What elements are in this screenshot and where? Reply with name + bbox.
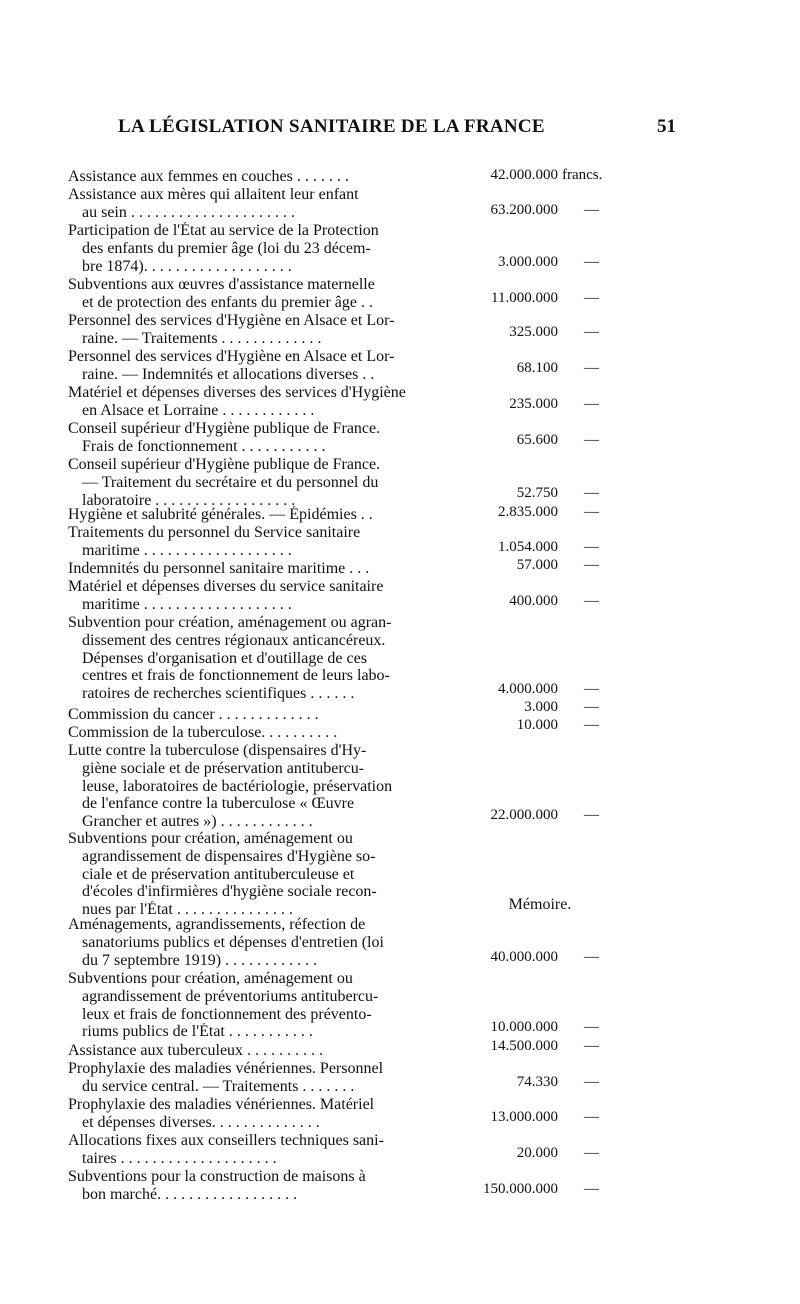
entry-description — [68, 506, 454, 524]
entry-description — [68, 830, 454, 919]
entry-amount: 235.000 — [509, 396, 558, 412]
ditto-mark: — — [584, 1074, 599, 1090]
entry-line: sanatoriums publics et dépenses d'entretien (loi — [82, 933, 384, 951]
entry-amount: 10.000.000 — [490, 1019, 558, 1035]
ditto-mark: — — [584, 504, 599, 520]
entry-amount: 150.000.000 — [483, 1181, 558, 1197]
entry-line: Allocations fixes aux conseillers techniques sani- — [68, 1132, 384, 1149]
entry-line: centres et frais de fonctionnement de leurs labo- — [82, 667, 390, 685]
ditto-mark: — — [584, 557, 599, 573]
entry-line: agrandissement de préventoriums antitubercu- — [82, 987, 379, 1005]
entry-line: Subventions pour la construction de maisons à — [68, 1168, 366, 1185]
entry-line: Prophylaxie des maladies vénériennes. Matériel — [68, 1096, 375, 1113]
entry-line: bon marché. . . . . . . . . . . . . . . . . . — [82, 1185, 298, 1203]
entry-line: ciale et de préservation antituberculeuse et — [82, 865, 355, 883]
entry-line: agrandissement de dispensaires d'Hygiène so- — [82, 847, 376, 865]
entry-amount: 2.835.000 — [498, 504, 558, 520]
entry-line: dissement des centres régionaux anticancéreux. — [82, 631, 386, 649]
ditto-mark: — — [584, 254, 599, 270]
entry-line: ratoires de recherches scientifiques . . . . . . — [82, 685, 355, 703]
entry-amount: 42.000.000 — [490, 167, 558, 183]
ditto-mark: — — [584, 807, 599, 823]
entry-amount: 20.000 — [516, 1145, 558, 1161]
entry-line: nues par l'État . . . . . . . . . . . . . . . — [82, 901, 293, 919]
ditto-mark: — — [584, 539, 599, 555]
entry-description — [68, 456, 454, 509]
entry-description — [68, 524, 454, 560]
entry-amount: 10.000 — [516, 717, 558, 733]
ditto-mark: — — [584, 396, 599, 412]
entry-line: Matériel et dépenses diverses des services d'Hygiène — [68, 384, 406, 401]
entry-line: laboratoire . . . . . . . . . . . . . . . . . . — [82, 491, 296, 509]
entry-line: Indemnités du personnel sanitaire maritime . . . — [68, 560, 370, 577]
entry-line: des enfants du premier âge (loi du 23 décem- — [82, 239, 371, 257]
entry-amount: 63.200.000 — [490, 202, 558, 218]
ditto-mark: — — [584, 1181, 599, 1197]
entry-amount: Mémoire. — [508, 896, 572, 913]
entry-amount: 4.000.000 — [498, 681, 558, 697]
entry-line: maritime . . . . . . . . . . . . . . . . . . . — [82, 541, 292, 559]
entry-line: raine. — Indemnités et allocations diverses . . — [82, 365, 375, 383]
entry-amount: 52.750 — [516, 485, 558, 501]
entry-line: Grancher et autres ») . . . . . . . . . . . . — [82, 813, 313, 831]
ditto-mark: — — [584, 324, 599, 340]
entry-line: Personnel des services d'Hygiène en Alsace et Lor- — [68, 348, 395, 365]
entry-description — [68, 276, 454, 312]
entry-description — [68, 706, 454, 724]
entry-line: Assistance aux femmes en couches . . . . . . . — [68, 168, 349, 185]
ditto-mark: — — [584, 1019, 599, 1035]
entry-line: Aménagements, agrandissements, réfection de — [68, 916, 366, 933]
entry-line: Commission du cancer . . . . . . . . . . . . . — [68, 706, 319, 723]
entry-line: giène sociale et de préservation antitubercu- — [82, 759, 365, 777]
entry-line: du 7 septembre 1919) . . . . . . . . . . . . — [82, 951, 318, 969]
entry-line: Subventions pour création, aménagement ou — [68, 970, 353, 987]
entry-line: Conseil supérieur d'Hygiène publique de France. — [68, 420, 381, 437]
entry-description — [68, 1096, 454, 1132]
currency-unit: francs. — [562, 167, 603, 183]
entry-description — [68, 1060, 454, 1096]
ditto-mark: — — [584, 681, 599, 697]
entry-line: maritime . . . . . . . . . . . . . . . . . . . — [82, 595, 292, 613]
entry-line: Prophylaxie des maladies vénériennes. Personnel — [68, 1060, 384, 1077]
ditto-mark: — — [584, 1038, 599, 1054]
entry-line: Assistance aux mères qui allaitent leur enfant — [68, 186, 359, 203]
entry-line: bre 1874). . . . . . . . . . . . . . . . . . . — [82, 257, 292, 275]
entry-description — [68, 1168, 454, 1204]
entry-amount: 1.054.000 — [498, 539, 558, 555]
entry-line: leux et frais de fonctionnement des prévento- — [82, 1005, 372, 1023]
ditto-mark: — — [584, 360, 599, 376]
ditto-mark: — — [584, 949, 599, 965]
entry-line: Subventions pour création, aménagement ou — [68, 830, 353, 847]
entry-line: de l'enfance contre la tuberculose « Œuvre — [82, 795, 355, 813]
entry-amount: 74.330 — [516, 1074, 558, 1090]
entry-line: Matériel et dépenses diverses du service sanitaire — [68, 578, 384, 595]
entry-description — [68, 420, 454, 456]
entry-amount: 22.000.000 — [490, 807, 558, 823]
entry-line: d'écoles d'infirmières d'hygiène sociale recon- — [82, 883, 377, 901]
entry-amount: 40.000.000 — [490, 949, 558, 965]
ditto-mark: — — [584, 717, 599, 733]
entry-line: au sein . . . . . . . . . . . . . . . . . . . . . — [82, 203, 295, 221]
entry-line: leuse, laboratoires de bactériologie, préservation — [82, 777, 393, 795]
page-number: 51 — [657, 116, 676, 137]
entry-description — [68, 614, 454, 703]
ditto-mark: — — [584, 593, 599, 609]
entry-amount: 3.000.000 — [498, 254, 558, 270]
entry-line: du service central. — Traitements . . . . . . . — [82, 1077, 355, 1095]
entry-amount: 400.000 — [509, 593, 558, 609]
entry-description — [68, 1132, 454, 1168]
entry-description — [68, 222, 454, 275]
entry-amount: 11.000.000 — [491, 290, 558, 306]
entry-amount: 14.500.000 — [490, 1038, 558, 1054]
entry-line: raine. — Traitements . . . . . . . . . . . . . — [82, 329, 322, 347]
ditto-mark: — — [584, 1109, 599, 1125]
entry-line: Personnel des services d'Hygiène en Alsace et Lor- — [68, 312, 395, 329]
entry-description — [68, 742, 454, 831]
entry-description — [68, 186, 454, 222]
entry-line: Subvention pour création, aménagement ou agran- — [68, 614, 392, 631]
entry-description — [68, 312, 454, 348]
entry-line: Subventions aux œuvres d'assistance maternelle — [68, 276, 375, 293]
entry-amount: 68.100 — [516, 360, 558, 376]
entry-line: taires . . . . . . . . . . . . . . . . . . . . — [82, 1149, 277, 1167]
entry-line: Assistance aux tuberculeux . . . . . . . . . . — [68, 1042, 324, 1059]
entry-amount: 65.600 — [516, 432, 558, 448]
entry-amount: 13.000.000 — [490, 1109, 558, 1125]
entry-line: et dépenses diverses. . . . . . . . . . . . . . — [82, 1113, 320, 1131]
entry-description — [68, 916, 454, 969]
ditto-mark: — — [584, 485, 599, 501]
entry-description — [68, 970, 454, 1041]
entry-description — [68, 1042, 454, 1060]
entry-line: Commission de la tuberculose. . . . . . . . . . — [68, 724, 338, 741]
entry-amount: 57.000 — [516, 557, 558, 573]
ditto-mark: — — [584, 432, 599, 448]
entry-line: Frais de fonctionnement . . . . . . . . . . . — [82, 437, 326, 455]
entry-description — [68, 168, 454, 186]
entry-description — [68, 348, 454, 384]
entry-line: en Alsace et Lorraine . . . . . . . . . . . . — [82, 401, 315, 419]
ditto-mark: — — [584, 1145, 599, 1161]
entry-line: Traitements du personnel du Service sanitaire — [68, 524, 361, 541]
entry-line: Conseil supérieur d'Hygiène publique de France. — [68, 456, 381, 473]
entry-description — [68, 724, 454, 742]
entry-description — [68, 578, 454, 614]
entry-line: et de protection des enfants du premier âge . . — [82, 293, 373, 311]
entry-description — [68, 560, 454, 578]
entry-line: riums publics de l'État . . . . . . . . . . . — [82, 1023, 313, 1041]
entry-line: Participation de l'État au service de la Protection — [68, 222, 379, 239]
ditto-mark: — — [584, 290, 599, 306]
running-head-title: LA LÉGISLATION SANITAIRE DE LA FRANCE — [118, 116, 545, 137]
entry-line: Hygiène et salubrité générales. — Épidémies . . — [68, 506, 373, 523]
entry-line: — Traitement du secrétaire et du personnel du — [82, 473, 379, 491]
entry-line: Lutte contre la tuberculose (dispensaires d'Hy- — [68, 742, 367, 759]
entry-description — [68, 384, 454, 420]
ditto-mark: — — [584, 699, 599, 715]
entry-line: Dépenses d'organisation et d'outillage de ces — [82, 649, 367, 667]
entry-amount: 3.000 — [524, 699, 558, 715]
ditto-mark: — — [584, 202, 599, 218]
entry-amount: 325.000 — [509, 324, 558, 340]
